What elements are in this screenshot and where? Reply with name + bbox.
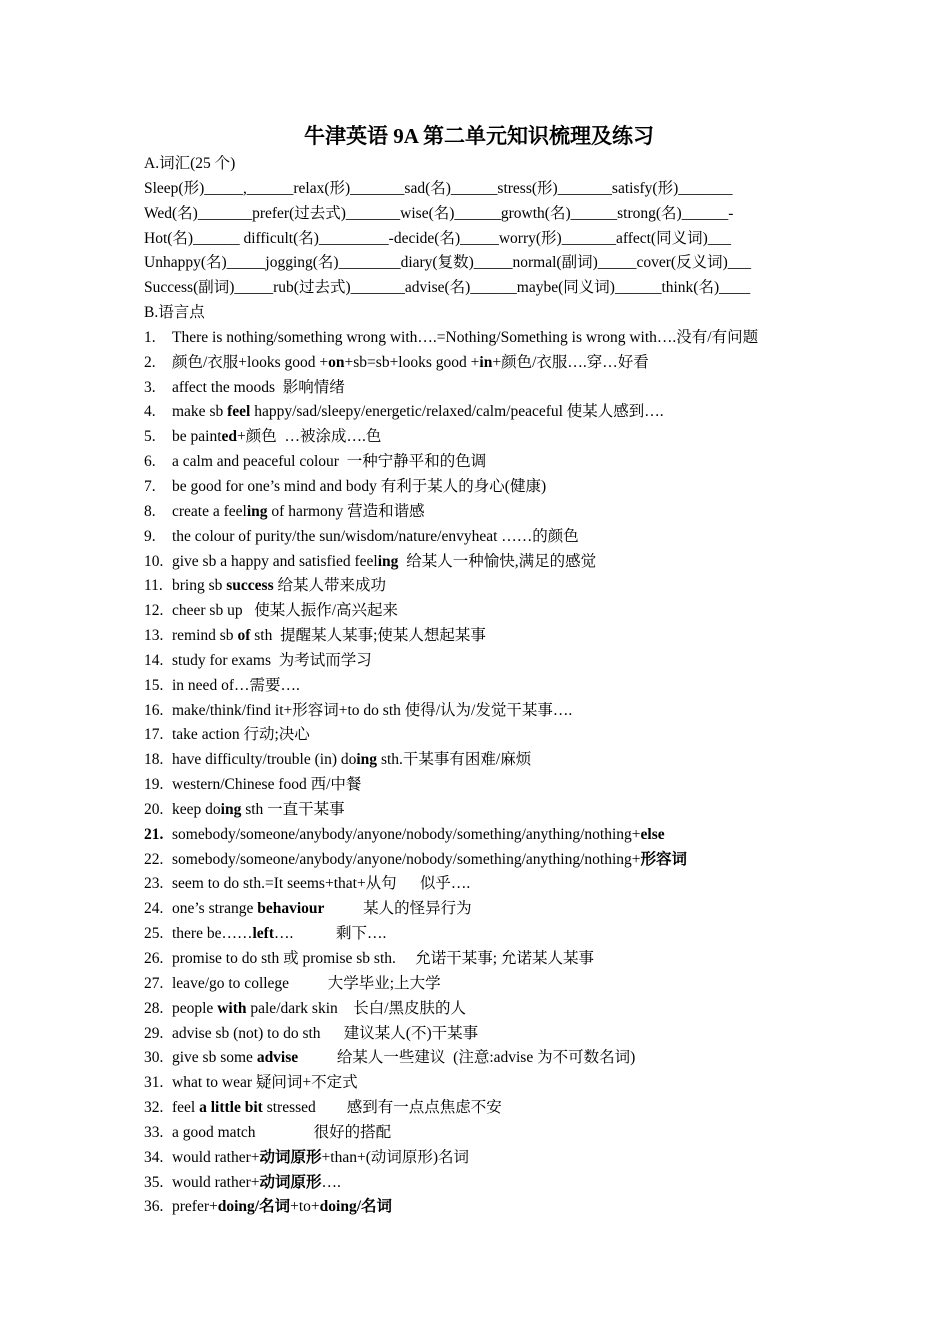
bold-text: a little bit bbox=[199, 1099, 263, 1117]
language-points-list bbox=[144, 326, 814, 1220]
text-run: sth 一直干某事 bbox=[241, 800, 345, 818]
item-number: 2. bbox=[144, 353, 156, 371]
item-text bbox=[172, 972, 441, 997]
list-item bbox=[144, 649, 814, 674]
item-number: 25. bbox=[144, 925, 164, 943]
text-run: people bbox=[172, 999, 218, 1017]
text-run: There is nothing/something wrong with….=Nothing/Something is wrong with….没有/有问题 bbox=[172, 328, 759, 346]
item-text bbox=[172, 1171, 341, 1196]
vocabulary-line: Wed(名)_______prefer(过去式)_______wise(名)______growth(名)______strong(名)______- bbox=[144, 204, 734, 222]
item-number: 34. bbox=[144, 1148, 164, 1166]
text-run: +颜色 …被涂成….色 bbox=[237, 428, 382, 446]
text-run: sth 提醒某人某事;使某人想起某事 bbox=[250, 627, 486, 645]
list-item bbox=[144, 947, 814, 972]
bold-text: left bbox=[252, 925, 274, 943]
item-text bbox=[172, 425, 381, 450]
list-item bbox=[144, 574, 814, 599]
item-number: 32. bbox=[144, 1099, 164, 1117]
item-text bbox=[172, 699, 572, 724]
list-item bbox=[144, 425, 814, 450]
item-text bbox=[172, 848, 687, 873]
text-run: +sb=sb+looks good + bbox=[344, 353, 480, 371]
item-text bbox=[172, 550, 596, 575]
text-run: promise to do sth 或 promise sb sth. 允诺干某事; 允诺某人某事 bbox=[172, 950, 594, 967]
item-number: 14. bbox=[144, 651, 164, 669]
list-item bbox=[144, 475, 814, 500]
text-run: a good match 很好的搭配 bbox=[172, 1123, 392, 1141]
item-text bbox=[172, 574, 386, 599]
item-text bbox=[172, 376, 345, 401]
item-text bbox=[172, 823, 665, 848]
list-item bbox=[144, 1022, 814, 1047]
item-text bbox=[172, 997, 466, 1022]
bold-text: ed bbox=[221, 428, 237, 446]
item-number: 23. bbox=[144, 875, 164, 893]
text-run: be good for one’s mind and body 有利于某人的身心(健康) bbox=[172, 477, 547, 495]
text-run: advise sb (not) to do sth 建议某人(不)干某事 bbox=[172, 1024, 479, 1042]
text-run: …. 剩下…. bbox=[274, 925, 387, 943]
text-run: bring sb bbox=[172, 577, 227, 595]
document-page bbox=[144, 122, 814, 1220]
bold-text: 动词原形 bbox=[259, 1173, 322, 1191]
text-run: 颜色/衣服+looks good + bbox=[172, 353, 329, 371]
text-run: of harmony 营造和谐感 bbox=[267, 502, 425, 520]
bold-text: of bbox=[237, 627, 251, 645]
text-run: prefer+ bbox=[172, 1198, 218, 1216]
item-number: 27. bbox=[144, 974, 164, 992]
text-run: there be…… bbox=[172, 925, 253, 943]
item-number: 30. bbox=[144, 1049, 164, 1067]
vocabulary-line: Unhappy(名)_____jogging(名)________diary(复数)_____normal(副词)_____cover(反义词)___ bbox=[144, 254, 751, 272]
item-number: 24. bbox=[144, 900, 164, 918]
item-number: 17. bbox=[144, 726, 164, 744]
text-run: be paint bbox=[172, 428, 222, 446]
list-item bbox=[144, 1046, 814, 1071]
list-item bbox=[144, 1171, 814, 1196]
list-item bbox=[144, 326, 814, 351]
text-run: remind sb bbox=[172, 627, 238, 645]
bold-text: 动词原形 bbox=[259, 1148, 322, 1166]
text-run: seem to do sth.=It seems+that+从句 似乎…. bbox=[172, 875, 471, 893]
bold-text: feel bbox=[227, 403, 251, 421]
item-number: 26. bbox=[144, 950, 164, 967]
list-item bbox=[144, 376, 814, 401]
text-run: leave/go to college 大学毕业;上大学 bbox=[172, 974, 441, 992]
item-number: 7. bbox=[144, 477, 156, 495]
item-number: 16. bbox=[144, 701, 164, 719]
text-run: western/Chinese food 西/中餐 bbox=[172, 776, 362, 794]
vocabulary-list bbox=[144, 177, 814, 301]
list-item bbox=[144, 1195, 814, 1220]
text-run: +颜色/衣服….穿…好看 bbox=[492, 353, 649, 371]
list-item bbox=[144, 972, 814, 997]
text-run: create a feel bbox=[172, 502, 247, 520]
list-item bbox=[144, 624, 814, 649]
bold-text: ing bbox=[377, 552, 399, 570]
item-number: 9. bbox=[144, 527, 156, 545]
item-text bbox=[172, 723, 310, 748]
item-number: 29. bbox=[144, 1024, 164, 1042]
item-text bbox=[172, 1121, 391, 1146]
vocabulary-line: Success(副词)_____rub(过去式)_______advise(名)______maybe(同义词)______think(名)____ bbox=[144, 279, 751, 297]
item-text bbox=[172, 326, 758, 351]
text-run: give sb some bbox=[172, 1049, 257, 1067]
page-title: 牛津英语 9A 第二单元知识梳理及练习 bbox=[303, 124, 654, 148]
item-number: 3. bbox=[144, 378, 156, 396]
text-run: take action 行动;决心 bbox=[172, 726, 310, 744]
item-text bbox=[172, 947, 594, 972]
text-run: 给某人一些建议 (注意:advise 为不可数名词) bbox=[298, 1049, 636, 1067]
list-item bbox=[144, 550, 814, 575]
item-number: 28. bbox=[144, 999, 164, 1017]
bold-text: ing bbox=[220, 800, 242, 818]
text-run: one’s strange bbox=[172, 900, 258, 918]
list-item bbox=[144, 897, 814, 922]
item-number: 1. bbox=[144, 328, 156, 346]
bold-text: ing bbox=[356, 751, 378, 769]
text-run: feel bbox=[172, 1099, 200, 1117]
list-item bbox=[144, 1146, 814, 1171]
bold-text: behaviour bbox=[257, 900, 325, 918]
item-text bbox=[172, 351, 649, 376]
item-text bbox=[172, 773, 361, 798]
text-run: what to wear 疑问词+不定式 bbox=[172, 1074, 358, 1092]
item-number: 6. bbox=[144, 453, 156, 471]
item-text bbox=[172, 872, 470, 897]
list-item bbox=[144, 723, 814, 748]
list-item bbox=[144, 1121, 814, 1146]
item-text bbox=[172, 897, 472, 922]
list-item bbox=[144, 922, 814, 947]
item-number: 20. bbox=[144, 800, 164, 818]
text-run: sth.干某事有困难/麻烦 bbox=[377, 751, 532, 769]
item-number: 22. bbox=[144, 850, 164, 868]
bold-text: ing bbox=[246, 502, 268, 520]
item-number: 35. bbox=[144, 1173, 164, 1191]
list-item bbox=[144, 773, 814, 798]
text-run: in need of…需要…. bbox=[172, 676, 300, 694]
text-run: cheer sb up 使某人振作/高兴起来 bbox=[172, 602, 399, 620]
item-text bbox=[172, 1046, 635, 1071]
text-run: have difficulty/trouble (in) do bbox=[172, 751, 357, 769]
item-text bbox=[172, 400, 664, 425]
bold-text: advise bbox=[256, 1049, 299, 1067]
item-text bbox=[172, 450, 486, 475]
text-run: would rather+ bbox=[172, 1173, 260, 1191]
item-number: 4. bbox=[144, 403, 156, 421]
text-run: make/think/find it+形容词+to do sth 使得/认为/发觉干某事…. bbox=[172, 701, 573, 719]
text-run: affect the moods 影响情绪 bbox=[172, 378, 345, 396]
item-text bbox=[172, 1195, 392, 1220]
item-text bbox=[172, 649, 372, 674]
text-run: 某人的怪异行为 bbox=[324, 900, 472, 918]
item-number: 19. bbox=[144, 776, 164, 794]
text-run: …. bbox=[321, 1173, 341, 1191]
item-number: 18. bbox=[144, 751, 164, 769]
list-item bbox=[144, 599, 814, 624]
list-item bbox=[144, 674, 814, 699]
item-number: 12. bbox=[144, 602, 164, 620]
item-number: 10. bbox=[144, 552, 164, 570]
item-number: 11. bbox=[144, 577, 163, 595]
item-text bbox=[172, 1022, 478, 1047]
vocabulary-line: Sleep(形)_____,______relax(形)_______sad(名)______stress(形)_______satisfy(形)_______ bbox=[144, 179, 733, 197]
text-run: make sb bbox=[172, 403, 228, 421]
bold-text: with bbox=[217, 999, 247, 1017]
item-text bbox=[172, 525, 579, 550]
item-text bbox=[172, 922, 386, 947]
item-text bbox=[172, 798, 345, 823]
text-run: keep do bbox=[172, 800, 221, 818]
text-run: give sb a happy and satisfied feel bbox=[172, 552, 378, 570]
list-item bbox=[144, 1071, 814, 1096]
text-run: stressed 感到有一点点焦虑不安 bbox=[262, 1099, 502, 1117]
list-item bbox=[144, 699, 814, 724]
bold-text: success bbox=[226, 577, 274, 595]
bold-text: else bbox=[640, 825, 665, 843]
list-item bbox=[144, 525, 814, 550]
text-run: 给某人带来成功 bbox=[273, 577, 386, 595]
item-text bbox=[172, 674, 300, 699]
item-number: 31. bbox=[144, 1074, 164, 1092]
text-run: 给某人一种愉快,满足的感觉 bbox=[398, 552, 597, 570]
item-text bbox=[172, 624, 486, 649]
section-b-heading: B.语言点 bbox=[144, 304, 205, 322]
list-item bbox=[144, 872, 814, 897]
list-item bbox=[144, 823, 814, 848]
list-item bbox=[144, 798, 814, 823]
item-number: 5. bbox=[144, 428, 156, 446]
list-item bbox=[144, 450, 814, 475]
bold-text: on bbox=[328, 353, 345, 371]
list-item bbox=[144, 500, 814, 525]
text-run: happy/sad/sleepy/energetic/relaxed/calm/peaceful 使某人感到…. bbox=[250, 403, 664, 421]
list-item bbox=[144, 1096, 814, 1121]
text-run: somebody/someone/anybody/anyone/nobody/something/anything/nothing+ bbox=[172, 850, 641, 868]
item-text bbox=[172, 1146, 469, 1171]
item-number: 13. bbox=[144, 627, 164, 645]
list-item bbox=[144, 848, 814, 873]
item-number: 33. bbox=[144, 1123, 164, 1141]
item-text bbox=[172, 475, 546, 500]
item-text bbox=[172, 599, 398, 624]
text-run: pale/dark skin 长白/黑皮肤的人 bbox=[246, 999, 467, 1017]
list-item bbox=[144, 351, 814, 376]
item-number: 15. bbox=[144, 676, 164, 694]
text-run: a calm and peaceful colour 一种宁静平和的色调 bbox=[172, 453, 487, 471]
item-number: 36. bbox=[144, 1198, 164, 1216]
text-run: +to+ bbox=[290, 1198, 320, 1216]
text-run: study for exams 为考试而学习 bbox=[172, 651, 372, 669]
item-number: 21. bbox=[144, 825, 164, 843]
item-text bbox=[172, 1071, 358, 1096]
list-item bbox=[144, 400, 814, 425]
item-text bbox=[172, 500, 425, 525]
list-item bbox=[144, 748, 814, 773]
text-run: somebody/someone/anybody/anyone/nobody/something/anything/nothing+ bbox=[172, 825, 641, 843]
bold-text: doing/名词 bbox=[217, 1198, 291, 1216]
bold-text: in bbox=[479, 353, 493, 371]
text-run: the colour of purity/the sun/wisdom/nature/envyheat ……的颜色 bbox=[172, 527, 579, 545]
text-run: would rather+ bbox=[172, 1148, 260, 1166]
text-run: +than+(动词原形)名词 bbox=[321, 1148, 470, 1166]
vocabulary-line: Hot(名)______ difficult(名)_________-decide(名)_____worry(形)_______affect(同义词)___ bbox=[144, 229, 732, 247]
bold-text: 形容词 bbox=[640, 850, 688, 868]
item-number: 8. bbox=[144, 502, 156, 520]
bold-text: doing/名词 bbox=[319, 1198, 393, 1216]
item-text bbox=[172, 1096, 502, 1121]
list-item bbox=[144, 997, 814, 1022]
item-text bbox=[172, 748, 531, 773]
section-a-heading: A.词汇(25 个) bbox=[144, 155, 236, 172]
